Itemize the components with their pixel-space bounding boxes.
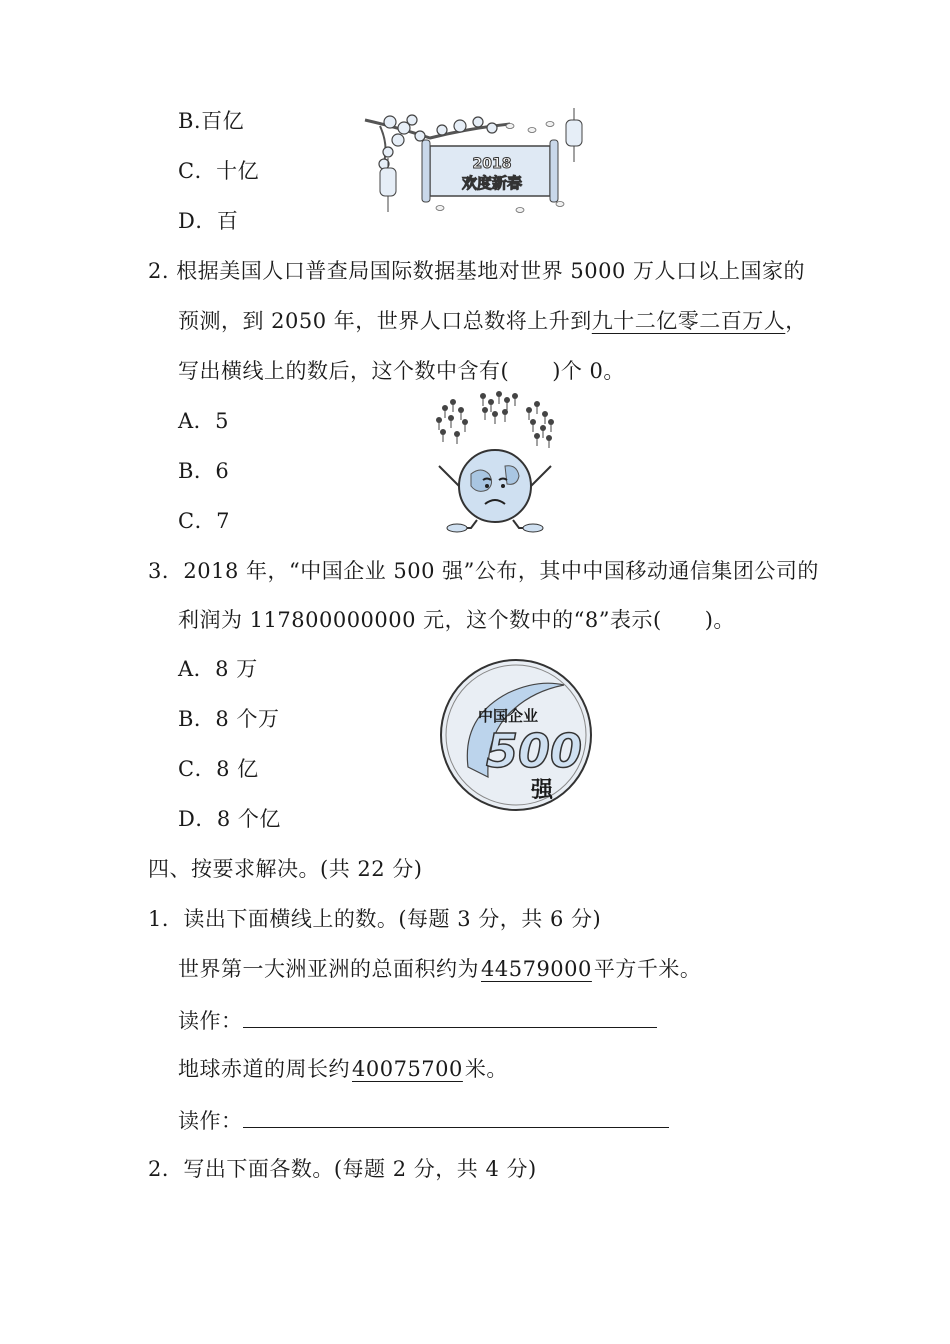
q2-line2 [178,307,807,335]
crowded-earth-illustration [425,388,565,533]
q2-option-c: C．7 [178,509,230,533]
badge-top-text: 中国企业 [477,707,539,725]
q2-line2-post: ， [785,309,807,333]
equator-post: 米。 [464,1057,508,1081]
badge-number: 500 [485,724,583,778]
section4-q1-title: 1．读出下面横线上的数。(每题 3 分，共 6 分) [148,907,602,931]
equator-pre: 地球赤道的周长约 [178,1057,350,1081]
q2-option-b: B．6 [178,459,230,483]
badge-bottom-text: 强 [530,778,554,803]
asia-area-post: 平方千米。 [593,957,702,981]
q3-option-d: D．8 个亿 [178,807,281,831]
read-row-2 [178,1105,669,1135]
option-d-letter: D． [178,209,217,233]
q2-line1: 2. 根据美国人口普查局国际数据基地对世界 5000 万人口以上国家的 [148,259,806,283]
option-d-text: 百 [216,209,239,233]
top-500-badge-illustration [438,657,594,813]
option-d [178,207,238,235]
q3-option-b: B．8 个万 [178,707,280,731]
equator-number: 40075700 [352,1057,463,1081]
read-row-1 [178,1005,657,1035]
q2-underlined-number: 九十二亿零二百万人 [591,309,786,333]
section4-q2-title: 2．写出下面各数。(每题 2 分，共 4 分) [148,1157,537,1181]
option-c-text: 十亿 [216,159,260,183]
q2-line2-pre: 预测，到 2050 年，世界人口总数将上升到 [178,309,592,333]
banner-greeting: 欢度新春 [461,174,523,192]
asia-area-sentence [178,955,701,983]
read-label-1: 读作： [178,1009,243,1033]
q2-line3: 写出横线上的数后，这个数中含有( )个 0。 [178,359,625,383]
q3-option-c: C．8 亿 [178,757,259,781]
section4-heading: 四、按要求解决。(共 22 分) [148,857,423,881]
asia-area-number: 44579000 [481,957,592,981]
new-year-banner-illustration [360,108,600,224]
answer-blank-1[interactable] [243,1005,657,1028]
option-c [178,157,259,185]
answer-blank-2[interactable] [243,1105,669,1128]
q2-option-a: A．5 [178,409,230,433]
q3-option-a: A．8 万 [178,657,258,681]
asia-area-pre: 世界第一大洲亚洲的总面积约为 [178,957,479,981]
banner-year: 2018 [472,156,512,172]
q3-line1: 3．2018 年，“中国企业 500 强”公布，其中中国移动通信集团公司的 [148,559,819,583]
option-c-letter: C． [178,159,217,183]
read-label-2: 读作： [178,1109,243,1133]
q3-line2: 利润为 117800000000 元，这个数中的“8”表示( )。 [178,608,735,632]
option-b: B.百亿 [178,109,245,133]
equator-sentence [178,1055,508,1083]
